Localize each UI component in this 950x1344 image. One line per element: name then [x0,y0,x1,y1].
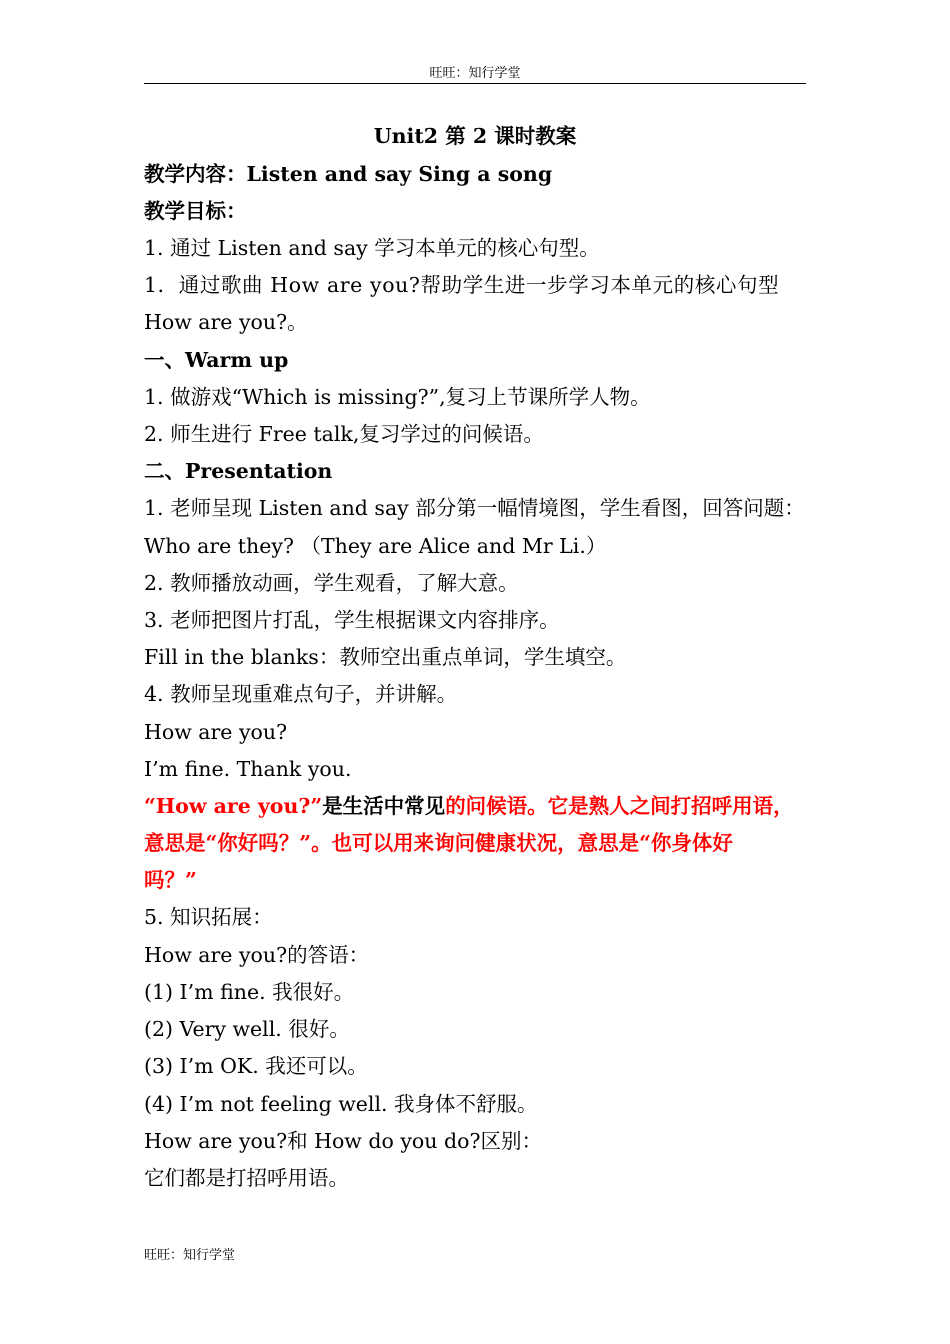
key-sentence: I’m fine. Thank you. [144,757,352,781]
answer-item: (2) Very well. 很好。 [144,1017,350,1041]
fill-in-blanks: Fill in the blanks：教师空出重点单词，学生填空。 [144,645,627,669]
answer-item: (4) I’m not feeling well. 我身体不舒服。 [144,1092,538,1116]
page-header: 旺旺：知行学堂 [429,66,521,81]
page-footer: 旺旺：知行学堂 [144,1248,236,1263]
answers-label: How are you?的答语： [144,943,370,967]
section-presentation-heading: 二、Presentation [144,459,333,483]
warmup-item: 1. 做游戏“Which is missing?”,复习上节课所学人物。 [144,385,651,409]
note-line-3: 吗？” [144,868,197,892]
goal-2-line-1: 1．通过歌曲 How are you?帮助学生进一步学习本单元的核心句型 [144,273,780,297]
section-warmup-heading: 一、Warm up [144,348,289,372]
presentation-item-3: 3. 老师把图片打乱，学生根据课文内容排序。 [144,608,560,632]
extension-heading: 5. 知识拓展： [144,905,273,929]
answer-item: (1) I’m fine. 我很好。 [144,980,355,1004]
presentation-item-4: 4. 教师呈现重难点句子，并讲解。 [144,682,458,706]
content-label: 教学内容：Listen and say Sing a song [144,162,553,186]
warmup-item: 2. 师生进行 Free talk,复习学过的问候语。 [144,422,544,446]
note-line-2: 意思是“你好吗？”。也可以用来询问健康状况，意思是“你身体好 [144,831,733,855]
goal-1: 1. 通过 Listen and say 学习本单元的核心句型。 [144,236,600,260]
answer-item: (3) I’m OK. 我还可以。 [144,1054,368,1078]
note-black-text: 是生活中常见 [322,794,446,818]
note-red-text: 的问候语。它是熟人之间打招呼用语， [445,794,794,818]
difference-label: How are you?和 How do you do?区别： [144,1129,542,1153]
note-quote: “How are you?” [144,794,323,818]
header-rule [144,83,806,84]
goals-label: 教学目标： [144,199,247,223]
presentation-item-1-line-1: 1. 老师呈现 Listen and say 部分第一幅情境图，学生看图，回答问题： [144,496,805,520]
goal-2-line-2: How are you?。 [144,310,308,334]
presentation-item-2: 2. 教师播放动画，学生观看，了解大意。 [144,571,519,595]
difference-text: 它们都是打招呼用语。 [144,1166,349,1190]
key-sentence: How are you? [144,720,288,744]
document-title: Unit2 第 2 课时教案 [373,124,577,148]
note-line-1 [144,794,810,818]
presentation-item-1-line-2: Who are they? （They are Alice and Mr Li.） [144,534,607,558]
